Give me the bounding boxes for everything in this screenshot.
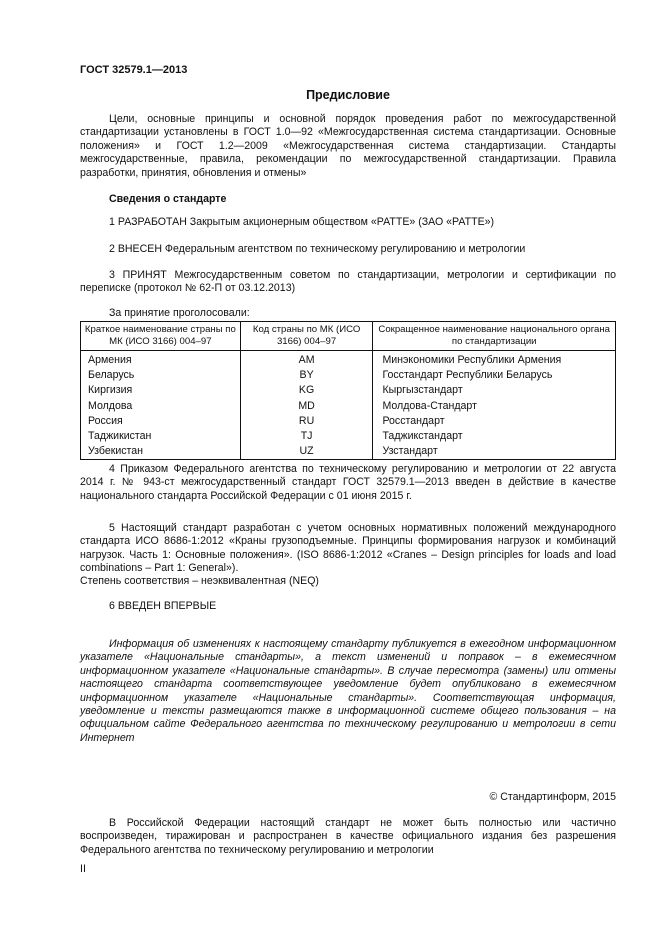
- code-cell: KG: [240, 383, 373, 398]
- country-cell: Киргизия: [81, 383, 241, 398]
- table-row: [81, 399, 616, 414]
- page-number: II: [80, 863, 86, 875]
- body-cell: Минэкономики Республики Армения: [373, 351, 616, 369]
- reproduction-notice: В Российской Федерации настоящий стандарт не может быть полностью или частично воспроизведен, тиражирован и распространен в качестве официального издания без разрешения Федерального агентства по техническому регулированию и метрологии: [80, 817, 616, 856]
- code-cell: MD: [240, 399, 373, 414]
- code-cell: TJ: [240, 429, 373, 444]
- changes-info-paragraph: Информация об изменениях к настоящему стандарту публикуется в ежегодном информационном указателе «Национальные стандарты», а текст изменений и поправок – в ежемесячном информационном указателе «Национальные стандарты». В случае пересмотра (замены) или отмены настоящего стандарта соответствующее уведомление будет опубликовано в ежемесячном информационном указателе «Национальные стандарты». Соответствующая информация, уведомление и тексты размещаются также в информационной системе общего пользования – на официальном сайте Федерального агентства по техническому регулированию и метрологии в сети Интернет: [80, 638, 616, 744]
- body-cell: Таджикстандарт: [373, 429, 616, 444]
- country-cell: Беларусь: [81, 368, 241, 383]
- code-cell: BY: [240, 368, 373, 383]
- column-header-code: Код страны по МК (ИСО 3166) 004–97: [240, 322, 373, 351]
- conformity-degree: Степень соответствия – неэквивалентная (NEQ): [80, 575, 319, 587]
- table-row: [81, 444, 616, 460]
- code-cell: AM: [240, 351, 373, 369]
- copyright-notice: © Стандартинформ, 2015: [489, 791, 616, 803]
- svedenia-heading: Сведения о стандарте: [109, 193, 227, 205]
- table-header-row: [81, 322, 616, 351]
- table-row: [81, 351, 616, 369]
- table-row: [81, 383, 616, 398]
- column-header-body: Сокращенное наименование национального органа по стандартизации: [373, 322, 616, 351]
- item-4-order: 4 Приказом Федерального агентства по техническому регулированию и метрологии от 22 августа 2014 г. № 943-ст межгосударственный стандарт ГОСТ 32579.1—2013 введен в действие в качестве национального стандарта Российской Федерации с 01 июня 2015 г.: [80, 463, 616, 502]
- country-cell: Россия: [81, 414, 241, 429]
- country-cell: Таджикистан: [81, 429, 241, 444]
- body-cell: Госстандарт Республики Беларусь: [373, 368, 616, 383]
- table-row: [81, 429, 616, 444]
- table-row: [81, 414, 616, 429]
- country-cell: Армения: [81, 351, 241, 369]
- column-header-country: Краткое наименование страны по МК (ИСО 3166) 004–97: [81, 322, 241, 351]
- votes-intro: За принятие проголосовали:: [109, 307, 250, 319]
- item-3-adopted: 3 ПРИНЯТ Межгосударственным советом по стандартизации, метрологии и сертификации по переписке (протокол № 62-П от 03.12.2013): [80, 269, 616, 295]
- body-cell: Росстандарт: [373, 414, 616, 429]
- body-cell: Кыргызстандарт: [373, 383, 616, 398]
- item-6-first-introduced: 6 ВВЕДЕН ВПЕРВЫЕ: [109, 600, 217, 612]
- code-cell: UZ: [240, 444, 373, 460]
- country-cell: Узбекистан: [81, 444, 241, 460]
- item-2-introduced: 2 ВНЕСЕН Федеральным агентством по техническому регулированию и метрологии: [109, 243, 526, 255]
- standard-number-header: ГОСТ 32579.1—2013: [80, 64, 188, 76]
- item-1-developed: 1 РАЗРАБОТАН Закрытым акционерным обществом «РАТТЕ» (ЗАО «РАТТЕ»): [109, 216, 495, 228]
- body-cell: Молдова-Стандарт: [373, 399, 616, 414]
- table-row: [81, 368, 616, 383]
- country-cell: Молдова: [81, 399, 241, 414]
- voting-states-table: [80, 321, 616, 460]
- code-cell: RU: [240, 414, 373, 429]
- item-5-basis: 5 Настоящий стандарт разработан с учетом основных нормативных положений международного стандарта ИСО 8686-1:2012 «Краны грузоподъемные. Принципы формирования нагрузок и комбинаций нагрузок. Часть 1: Основные положения». (ISO 8686-1:2012 «Cranes – Design principles for loads and load combinations – Part 1: General»).: [80, 522, 616, 575]
- page-title: Предисловие: [306, 88, 390, 102]
- body-cell: Узстандарт: [373, 444, 616, 460]
- intro-paragraph: Цели, основные принципы и основной порядок проведения работ по межгосударственной стандартизации установлены в ГОСТ 1.0—92 «Межгосударственная система стандартизации. Основные положения» и ГОСТ 1.2—2009 «Межгосударственная система стандартизации. Стандарты межгосударственные, правила, рекомендации по межгосударственной стандартизации. Правила разработки, принятия, обновления и отмены»: [80, 113, 616, 179]
